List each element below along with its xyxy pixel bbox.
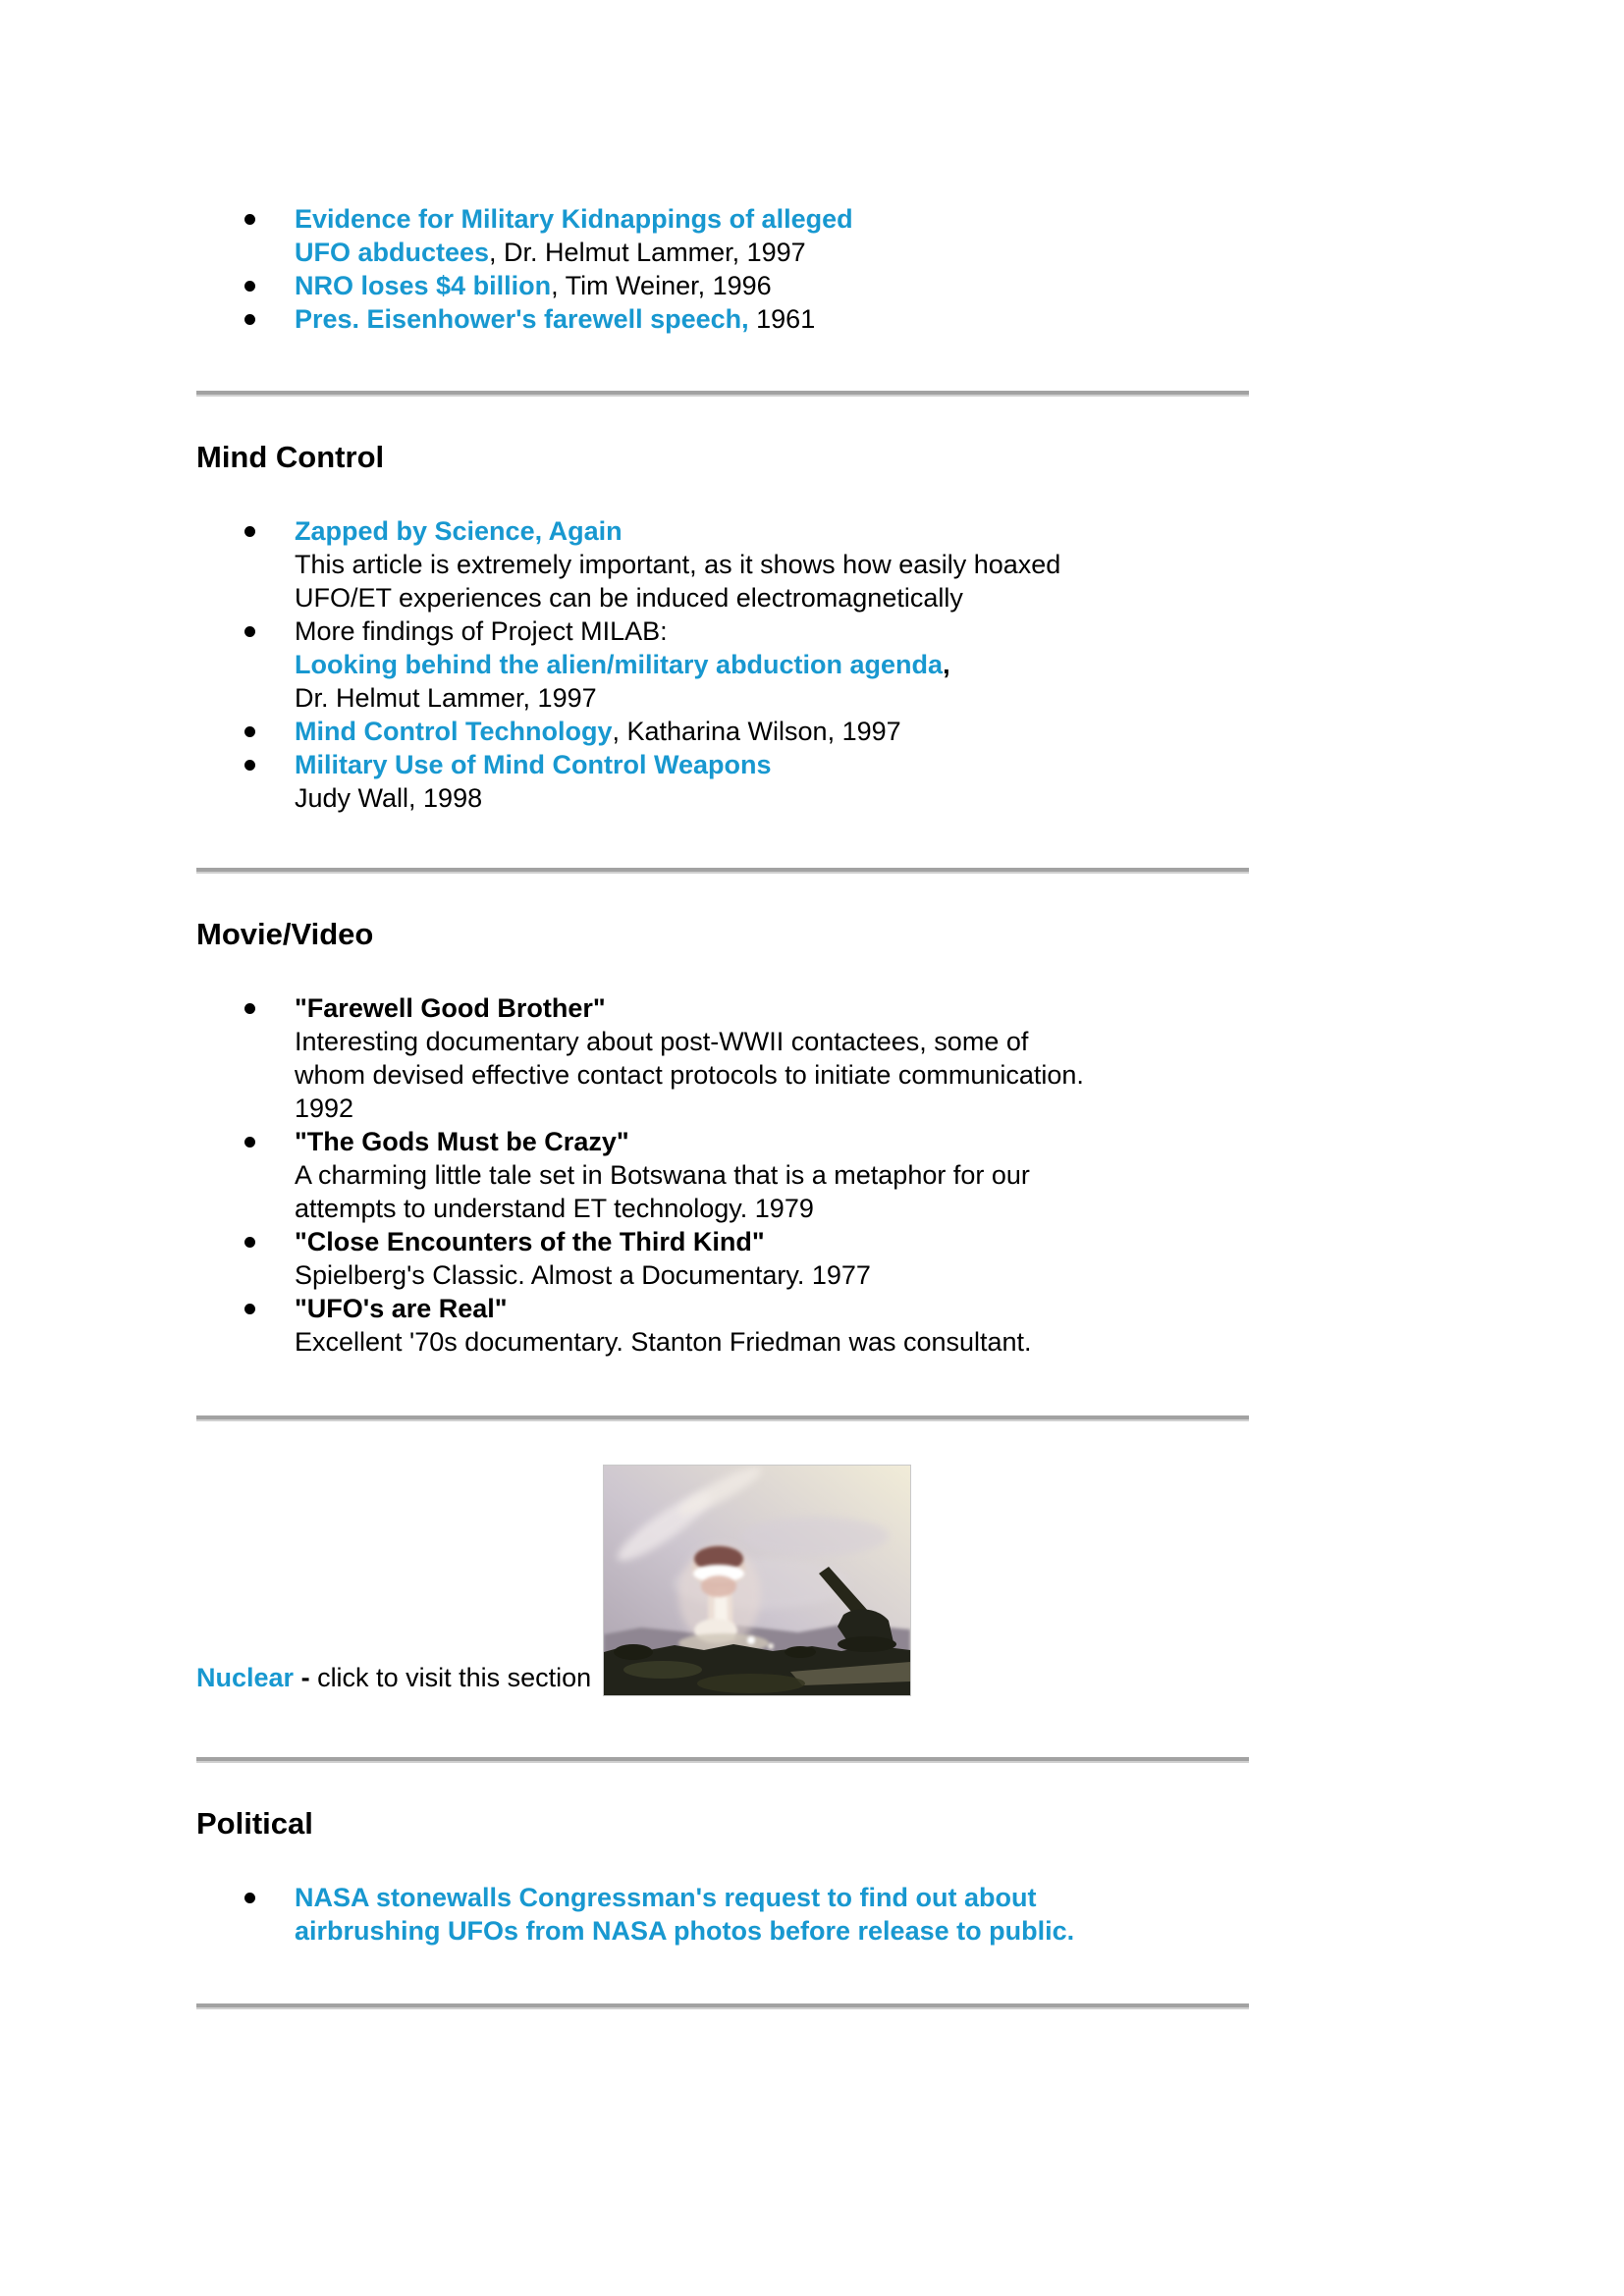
page-content [196, 0, 1249, 2009]
section-heading-movie-video: Movie/Video [196, 917, 374, 951]
section-heading-political: Political [196, 1806, 313, 1841]
nuclear-section-row [196, 1465, 1249, 1696]
caption-separator: - [294, 1663, 318, 1692]
list-item-nro-loses [196, 269, 1249, 302]
movie-description: Spielberg's Classic. Almost a Documentary. 1977 [295, 1260, 871, 1290]
horizontal-rule [196, 1757, 1249, 1763]
nuclear-test-explosion-image[interactable] [603, 1465, 911, 1696]
nuclear-caption [196, 1661, 591, 1696]
link-text: Evidence for Military Kidnappings of alleged [295, 204, 853, 234]
eisenhower-farewell-speech-link[interactable]: Pres. Eisenhower's farewell speech, [295, 304, 749, 334]
movie-description: 1992 [295, 1094, 354, 1123]
political-list [196, 1881, 1249, 1948]
movie-description: Excellent '70s documentary. Stanton Friedman was consultant. [295, 1327, 1032, 1357]
military-use-mind-control-weapons-link[interactable]: Military Use of Mind Control Weapons [295, 750, 772, 779]
list-item-project-milab [196, 614, 1249, 715]
list-item-ufos-are-real [196, 1292, 1249, 1359]
list-item-mind-control-technology [196, 715, 1249, 748]
list-item-evidence-kidnappings [196, 202, 1249, 269]
list-item-farewell-good-brother [196, 991, 1249, 1125]
nuclear-section-link[interactable]: Nuclear [196, 1663, 295, 1692]
looking-behind-abduction-agenda-link[interactable]: Looking behind the alien/military abduction agenda [295, 650, 944, 679]
movie-title: "The Gods Must be Crazy" [295, 1127, 629, 1156]
movie-description: attempts to understand ET technology. 1979 [295, 1194, 814, 1223]
zapped-by-science-link[interactable]: Zapped by Science, Again [295, 516, 623, 546]
item-byline: Judy Wall, 1998 [295, 783, 483, 813]
item-byline: 1961 [748, 304, 816, 334]
horizontal-rule [196, 868, 1249, 874]
movie-title: "Close Encounters of the Third Kind" [295, 1227, 765, 1256]
item-punctuation: , [943, 650, 950, 679]
movie-title: "Farewell Good Brother" [295, 993, 606, 1023]
item-byline: Dr. Helmut Lammer, 1997 [295, 683, 597, 713]
horizontal-rule [196, 391, 1249, 397]
list-item-close-encounters [196, 1225, 1249, 1292]
nro-loses-4-billion-link[interactable]: NRO loses $4 billion [295, 271, 552, 300]
section-heading-mind-control: Mind Control [196, 440, 385, 474]
horizontal-rule [196, 2003, 1249, 2009]
list-item-military-use-weapons [196, 748, 1249, 815]
mind-control-technology-link[interactable]: Mind Control Technology [295, 717, 613, 746]
item-description: UFO/ET experiences can be induced electromagnetically [295, 583, 963, 613]
movie-description: Interesting documentary about post-WWII contactees, some of [295, 1027, 1029, 1056]
movie-description: A charming little tale set in Botswana that is a metaphor for our [295, 1160, 1030, 1190]
top-link-list [196, 202, 1249, 336]
list-item-zapped-by-science [196, 514, 1249, 614]
list-item-eisenhower-speech [196, 302, 1249, 336]
caption-text: click to visit this section [317, 1663, 592, 1692]
item-description: This article is extremely important, as it shows how easily hoaxed [295, 550, 1061, 579]
movie-video-list [196, 991, 1249, 1359]
item-intro: More findings of Project MILAB: [295, 616, 668, 646]
list-item-gods-must-be-crazy [196, 1125, 1249, 1225]
item-byline: , Dr. Helmut Lammer, 1997 [489, 238, 806, 267]
nasa-stonewalls-link[interactable] [295, 1883, 1074, 1946]
item-byline: , Katharina Wilson, 1997 [612, 717, 901, 746]
link-text: UFO abductees [295, 238, 490, 267]
link-text: NASA stonewalls Congressman's request to find out about [295, 1883, 1037, 1912]
movie-title: "UFO's are Real" [295, 1294, 508, 1323]
movie-description: whom devised effective contact protocols to initiate communication. [295, 1060, 1084, 1090]
mind-control-list [196, 514, 1249, 815]
link-text: airbrushing UFOs from NASA photos before release to public. [295, 1916, 1075, 1946]
list-item-nasa-stonewalls [196, 1881, 1249, 1948]
item-byline: , Tim Weiner, 1996 [551, 271, 772, 300]
horizontal-rule [196, 1415, 1249, 1421]
